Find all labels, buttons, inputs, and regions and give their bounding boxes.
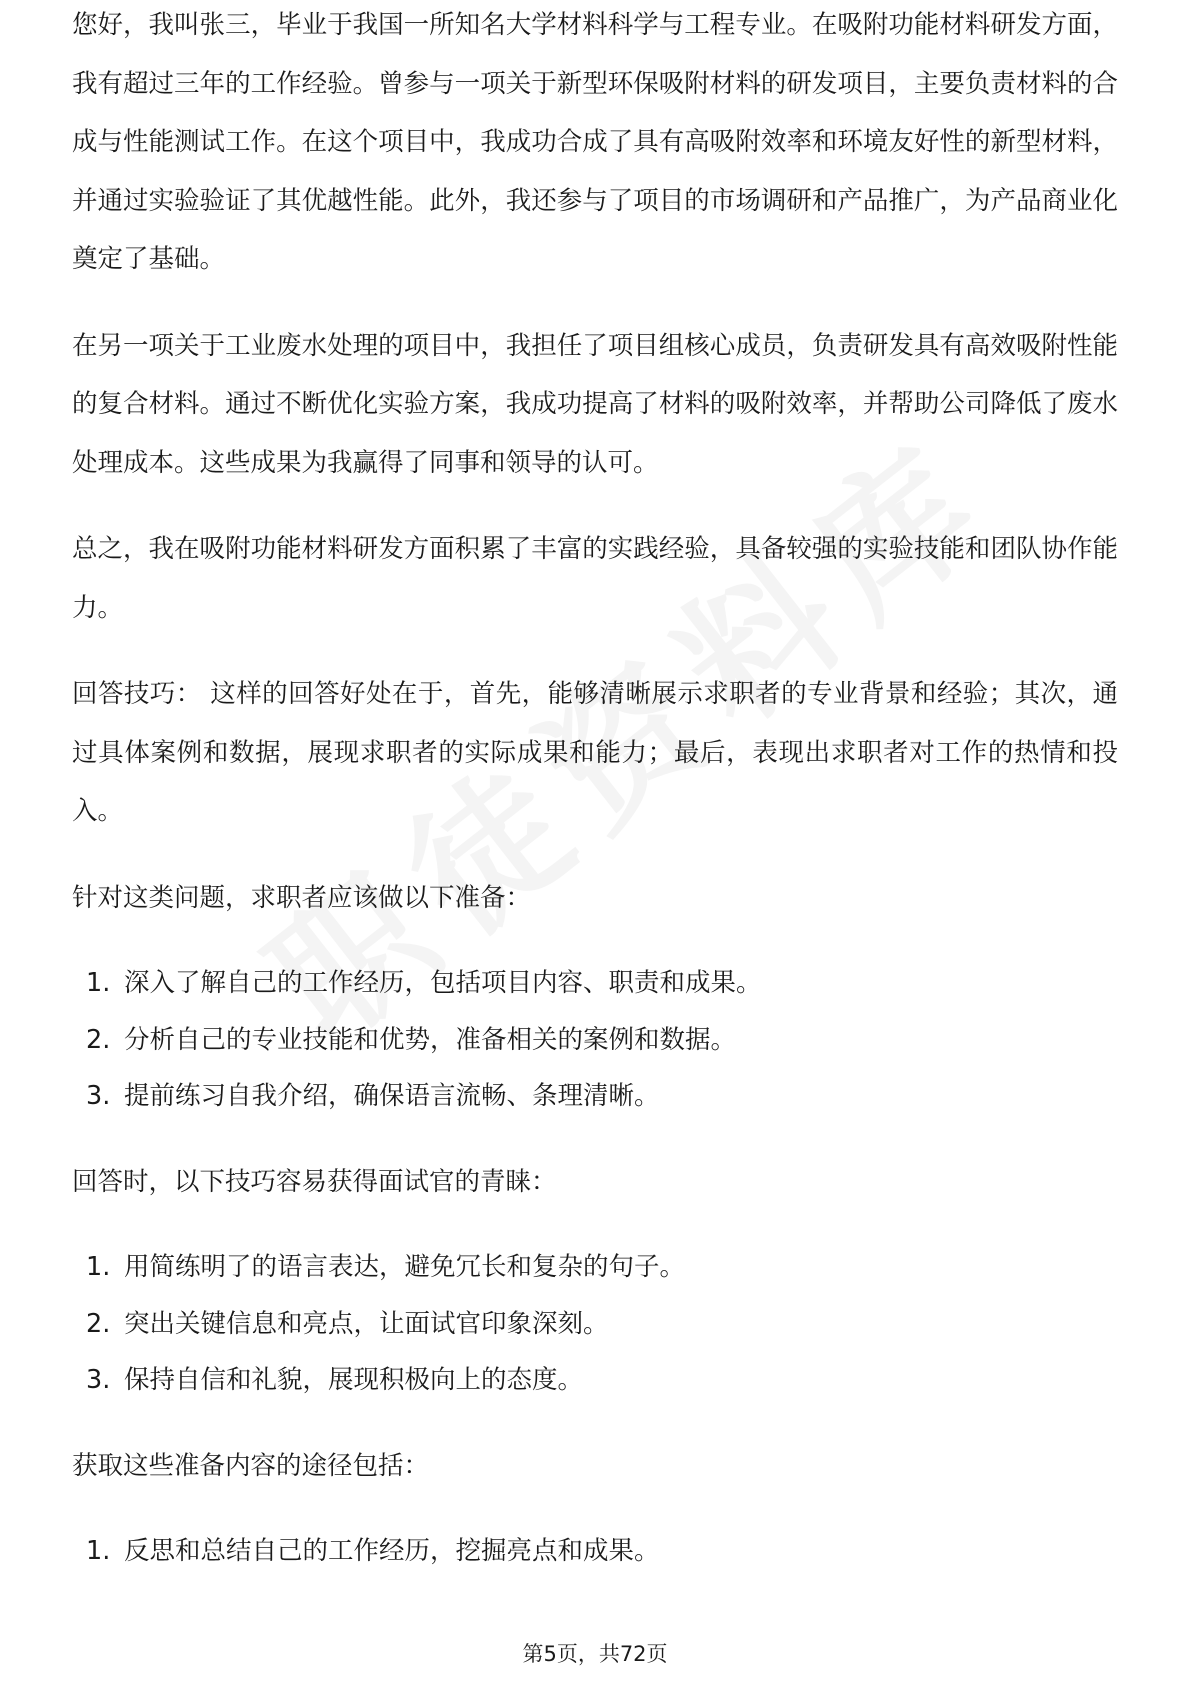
list-item	[72, 955, 1118, 1012]
page-number-footer: 第5页，共72页	[522, 1642, 668, 1666]
paragraph-tips-intro: 回答时，以下技巧容易获得面试官的青睐：	[72, 1166, 557, 1197]
page-content	[72, 10, 1118, 1608]
list-text: 突出关键信息和亮点，让面试官印象深刻。	[124, 1308, 609, 1339]
list-text: 深入了解自己的工作经历，包括项目内容、职责和成果。	[124, 968, 762, 998]
list-text: 用简练明了的语言表达，避免冗长和复杂的句子。	[124, 1252, 686, 1282]
tips-list	[72, 1239, 1118, 1409]
list-number: 2.	[86, 1308, 111, 1339]
paragraph-summary: 总之，我在吸附功能材料研发方面积累了丰富的实践经验，具备较强的实验技能和团队协作能力。	[72, 534, 1118, 623]
list-text: 提前练习自我介绍，确保语言流畅、条理清晰。	[124, 1081, 660, 1111]
list-number: 3.	[86, 1081, 111, 1111]
list-item	[72, 1012, 1118, 1069]
list-number: 2.	[86, 1024, 111, 1055]
list-number: 1.	[86, 968, 111, 998]
paragraph-preparation-intro: 针对这类问题，求职者应该做以下准备：	[72, 882, 532, 913]
list-text: 反思和总结自己的工作经历，挖掘亮点和成果。	[124, 1536, 660, 1566]
paragraph-wastewater-project: 在另一项关于工业废水处理的项目中，我担任了项目组核心成员，负责研发具有高效吸附性能的复合材料。通过不断优化实验方案，我成功提高了材料的吸附效率，并帮助公司降低了废水处理成本。这些成果为我赢得了同事和领导的认可。	[72, 330, 1118, 478]
paragraph-self-intro: 您好，我叫张三，毕业于我国一所知名大学材料科学与工程专业。在吸附功能材料研发方面，我有超过三年的工作经验。曾参与一项关于新型环保吸附材料的研发项目，主要负责材料的合成与性能测试工作。在这个项目中，我成功合成了具有高吸附效率和环境友好性的新型材料，并通过实验验证了其优越性能。此外，我还参与了项目的市场调研和产品推广，为产品商业化奠定了基础。	[72, 10, 1118, 274]
list-number: 3.	[86, 1365, 111, 1395]
sources-list	[72, 1523, 1118, 1580]
list-item	[72, 1296, 1118, 1353]
list-item	[72, 1523, 1118, 1580]
list-text: 保持自信和礼貌，展现积极向上的态度。	[124, 1365, 584, 1395]
list-number: 1.	[86, 1252, 111, 1282]
list-number: 1.	[86, 1536, 111, 1566]
list-item	[72, 1239, 1118, 1296]
list-item	[72, 1352, 1118, 1409]
list-text: 分析自己的专业技能和优势，准备相关的案例和数据。	[124, 1024, 737, 1055]
list-item	[72, 1068, 1118, 1125]
preparation-list	[72, 955, 1118, 1125]
paragraph-answer-tips: 回答技巧： 这样的回答好处在于，首先，能够清晰展示求职者的专业背景和经验；其次，通过具体案例和数据，展现求职者的实际成果和能力；最后，表现出求职者对工作的热情和投入。	[72, 679, 1118, 826]
paragraph-sources-intro: 获取这些准备内容的途径包括：	[72, 1450, 430, 1481]
